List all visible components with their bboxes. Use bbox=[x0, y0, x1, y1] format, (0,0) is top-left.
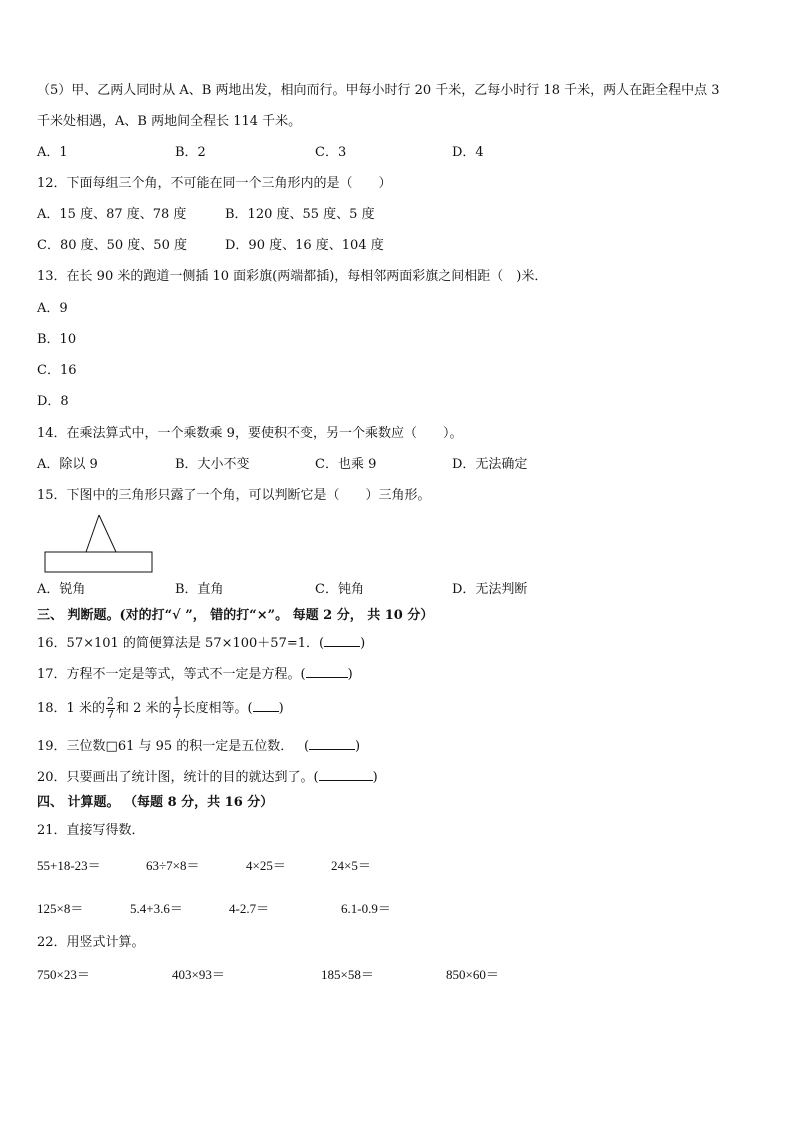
q22-c4: 850×60＝ bbox=[446, 967, 499, 982]
q18-fraction-1-numerator: 2 bbox=[106, 695, 114, 708]
q11-5-line1: （5）甲、乙两人同时从 A、B 两地出发，相向而行。甲每小时行 20 千米，乙每小时行 18 千米，两人在距全程中点 3 bbox=[37, 83, 720, 98]
section-4-title: 四、 计算题。 （每题 8 分，共 16 分） bbox=[37, 795, 274, 810]
q11-5-option-c: C．3 bbox=[315, 145, 347, 160]
q18-fraction-2 bbox=[173, 696, 182, 721]
q16-text: 16．57×101 的简便算法是 57×100＋57=1．( bbox=[37, 636, 325, 651]
q18-fraction-1-denominator: 7 bbox=[106, 708, 114, 721]
section-3-title: 三、 判断题。(对的打“√ ”， 错的打“×”。 每题 2 分， 共 10 分） bbox=[37, 608, 434, 623]
q17 bbox=[37, 665, 353, 684]
covering-rectangle bbox=[45, 552, 152, 572]
q18-close: ) bbox=[278, 701, 284, 716]
q11-5-option-b: B．2 bbox=[175, 145, 206, 160]
triangle-left-side bbox=[86, 515, 99, 552]
q13-option-a: A．9 bbox=[37, 301, 68, 316]
q21-r2-c2: 5.4+3.6＝ bbox=[130, 901, 183, 916]
q12-option-c: C．80 度、50 度、50 度 bbox=[37, 238, 187, 253]
q21-r1-c2: 63÷7×8＝ bbox=[146, 858, 200, 873]
q13-option-d: D．8 bbox=[37, 394, 69, 409]
q21-r1-c3: 4×25＝ bbox=[246, 858, 286, 873]
q16-answer-blank[interactable] bbox=[324, 634, 360, 647]
q18-mid: 和 2 米的 bbox=[115, 701, 172, 716]
q14-stem: 14．在乘法算式中，一个乘数乘 9，要使积不变，另一个乘数应（ ）。 bbox=[37, 426, 463, 441]
q13-option-c: C．16 bbox=[37, 363, 77, 378]
q13-stem: 13．在长 90 米的跑道一侧插 10 面彩旗(两端都插)，每相邻两面彩旗之间相距（ )米． bbox=[37, 269, 548, 284]
q18-pre: 18．1 米的 bbox=[37, 701, 105, 716]
q15-option-a: A．锐角 bbox=[37, 582, 86, 597]
q20 bbox=[37, 768, 378, 787]
q19-close: ) bbox=[355, 739, 361, 754]
q16-close: ) bbox=[360, 636, 366, 651]
q21-r2-c1: 125×8＝ bbox=[37, 901, 84, 916]
q17-answer-blank[interactable] bbox=[306, 665, 348, 678]
q18-post: 长度相等。( bbox=[182, 701, 253, 716]
q20-text: 20．只要画出了统计图，统计的目的就达到了。( bbox=[37, 770, 319, 785]
q14-option-d: D．无法确定 bbox=[452, 457, 528, 472]
q11-5-option-a: A．1 bbox=[37, 145, 68, 160]
q22-c3: 185×58＝ bbox=[321, 967, 374, 982]
q18-fraction-1 bbox=[106, 696, 115, 721]
q21-stem: 21．直接写得数． bbox=[37, 823, 145, 838]
q12-stem: 12．下面每组三个角，不可能在同一个三角形内的是（ ） bbox=[37, 176, 392, 191]
q15-stem: 15．下图中的三角形只露了一个角，可以判断它是（ ）三角形。 bbox=[37, 488, 431, 503]
q22-c1: 750×23＝ bbox=[37, 967, 90, 982]
q15-triangle-figure bbox=[44, 513, 156, 575]
q12-option-d: D．90 度、16 度、104 度 bbox=[225, 238, 384, 253]
q15-option-d: D．无法判断 bbox=[452, 582, 528, 597]
q11-5-option-d: D．4 bbox=[452, 145, 484, 160]
q20-answer-blank[interactable] bbox=[319, 768, 373, 781]
q21-r1-c1: 55+18-23＝ bbox=[37, 858, 101, 873]
q12-option-b: B．120 度、55 度、5 度 bbox=[225, 207, 375, 222]
q22-stem: 22．用竖式计算。 bbox=[37, 935, 145, 950]
q21-r2-c4: 6.1-0.9＝ bbox=[341, 901, 391, 916]
q21-r2-c3: 4-2.7＝ bbox=[229, 901, 270, 916]
q20-close: ) bbox=[372, 770, 378, 785]
q12-option-a: A．15 度、87 度、78 度 bbox=[37, 207, 187, 222]
q11-5-line2: 千米处相遇，A、B 两地间全程长 114 千米。 bbox=[37, 114, 302, 129]
q19-answer-blank[interactable] bbox=[309, 737, 355, 750]
q19-text: 19．三位数□61 与 95 的积一定是五位数． ( bbox=[37, 739, 310, 754]
q21-r1-c4: 24×5＝ bbox=[331, 858, 371, 873]
q14-option-b: B．大小不变 bbox=[175, 457, 250, 472]
q18-answer-blank[interactable] bbox=[253, 699, 279, 712]
q14-option-a: A．除以 9 bbox=[37, 457, 98, 472]
q15-option-c: C．钝角 bbox=[315, 582, 364, 597]
q17-text: 17．方程不一定是等式，等式不一定是方程。( bbox=[37, 667, 306, 682]
q14-option-c: C．也乘 9 bbox=[315, 457, 377, 472]
triangle-right-side bbox=[99, 515, 116, 552]
q19 bbox=[37, 737, 360, 756]
q22-c2: 403×93＝ bbox=[172, 967, 225, 982]
q18-fraction-2-numerator: 1 bbox=[173, 695, 181, 708]
q18-fraction-2-denominator: 7 bbox=[173, 708, 181, 721]
q16 bbox=[37, 634, 365, 653]
q18 bbox=[37, 694, 284, 724]
q13-option-b: B．10 bbox=[37, 332, 77, 347]
q15-option-b: B．直角 bbox=[175, 582, 224, 597]
q17-close: ) bbox=[347, 667, 353, 682]
